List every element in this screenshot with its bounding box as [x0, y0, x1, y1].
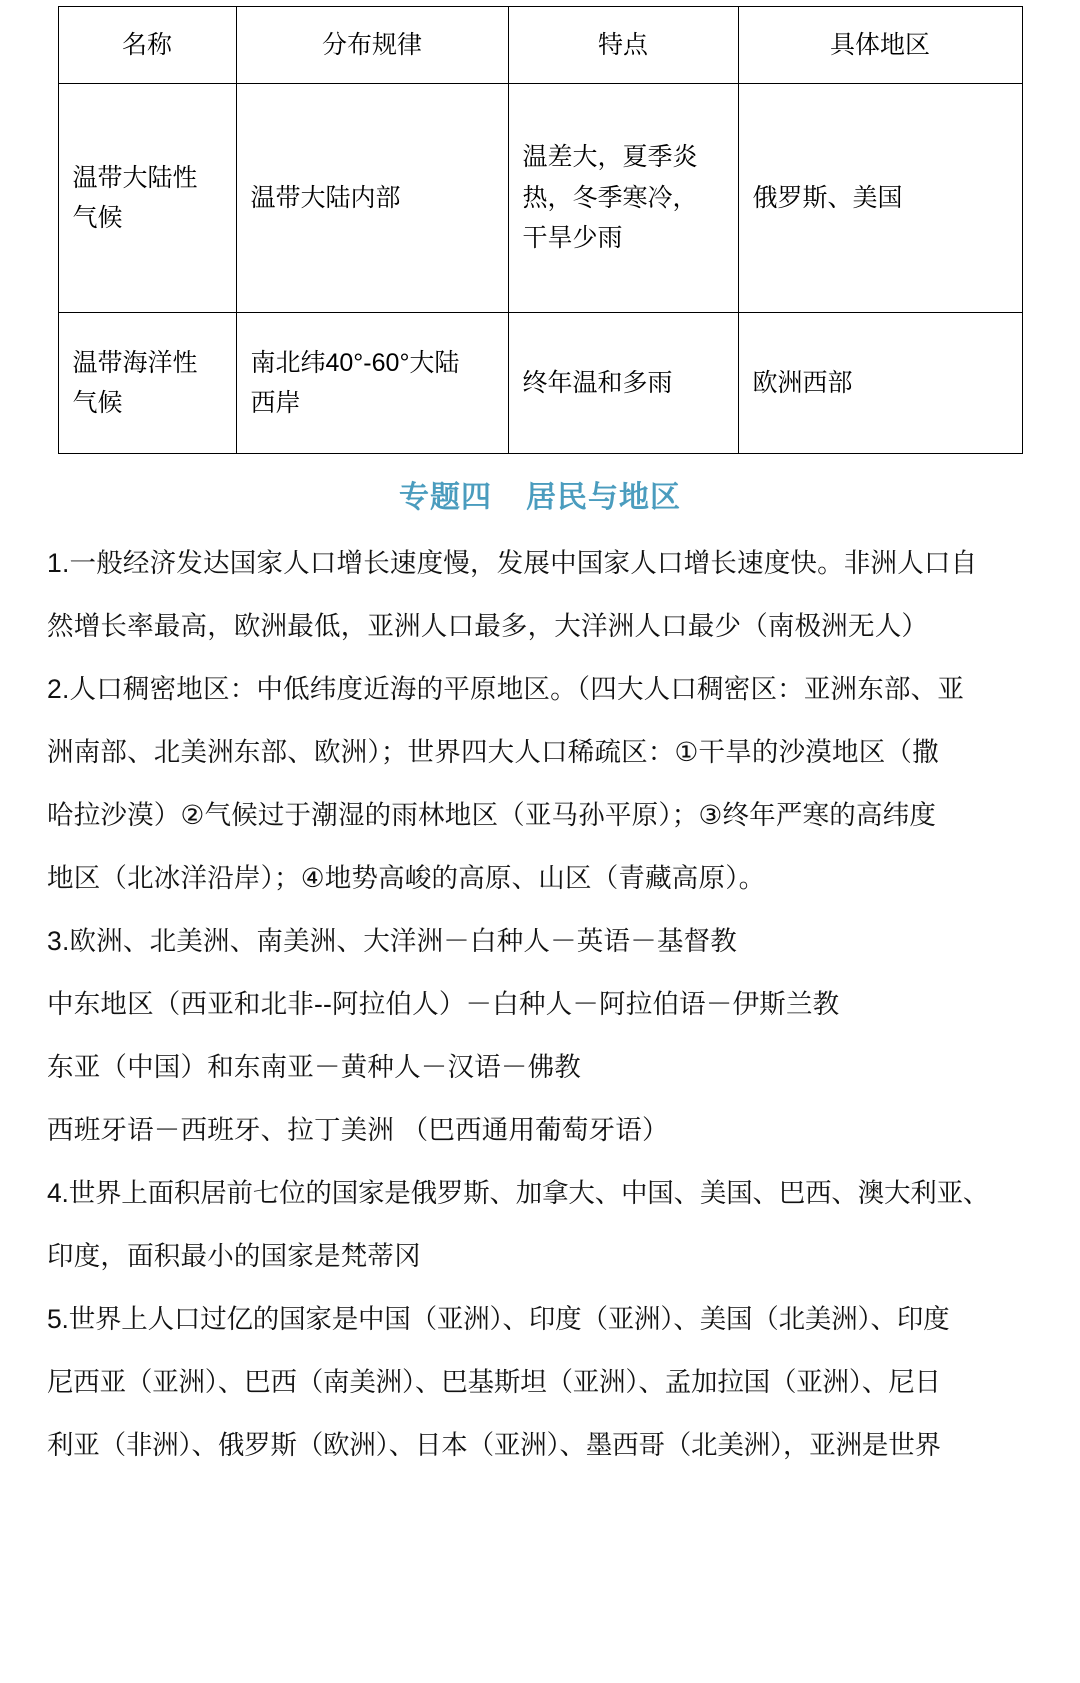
note-line: 2.人口稠密地区：中低纬度近海的平原地区。（四大人口稠密区：亚洲东部、亚: [47, 674, 965, 704]
document-page: [0, 6, 1080, 1683]
cell-distribution: [236, 313, 508, 454]
climate-name-line-1: 温带大陆性: [72, 163, 198, 192]
column-header-name: 名称: [58, 7, 236, 84]
distribution-line-2: 西岸: [250, 389, 301, 417]
cell-feature: [508, 313, 738, 454]
note-line: 东亚（中国）和东南亚－黄种人－汉语－佛教: [47, 1052, 581, 1082]
note-line: 尼西亚（亚洲）、巴西（南美洲）、巴基斯坦（亚洲）、孟加拉国（亚洲）、尼日: [47, 1367, 941, 1397]
table-header: [58, 7, 1022, 84]
climate-name-line-2: 气候: [72, 204, 123, 232]
section-heading-title: 居民与地区: [526, 481, 681, 514]
climate-name-line-1: 温带海洋性: [72, 348, 198, 377]
feature-line-1: 温差大，夏季炎: [522, 143, 698, 172]
section-heading: [18, 472, 1062, 516]
note-line: 洲南部、北美洲东部、欧洲）；世界四大人口稀疏区：①干旱的沙漠地区（撒: [47, 737, 939, 767]
climate-types-table: [58, 6, 1023, 454]
note-line: 利亚（非洲）、俄罗斯（欧洲）、日本（亚洲）、墨西哥（北美洲），亚洲是世界: [47, 1430, 941, 1460]
note-line: 印度，面积最小的国家是梵蒂冈: [47, 1241, 421, 1271]
column-header-feature: 特点: [508, 7, 738, 84]
table-row: [58, 313, 1022, 454]
note-line: 中东地区（西亚和北非--阿拉伯人）－白种人－阿拉伯语－伊斯兰教: [47, 989, 840, 1019]
note-line: 然增长率最高，欧洲最低，亚洲人口最多，大洋洲人口最少（南极洲无人）: [47, 611, 929, 641]
feature-line-3: 干旱少雨: [522, 224, 623, 253]
table-body: [58, 84, 1022, 454]
note-line: 哈拉沙漠）②气候过于潮湿的雨林地区（亚马孙平原）；③终年严寒的高纬度: [47, 800, 937, 830]
cell-region: [738, 84, 1022, 313]
cell-distribution: [236, 84, 508, 313]
cell-feature: [508, 84, 738, 313]
note-line: 地区（北冰洋沿岸）；④地势高峻的高原、山区（青藏高原）。: [47, 863, 766, 893]
section-heading-topic: 专题四: [399, 481, 492, 514]
table-header-row: [58, 7, 1022, 84]
note-line: 3.欧洲、北美洲、南美洲、大洋洲－白种人－英语－基督教: [47, 926, 738, 956]
note-line: 西班牙语－西班牙、拉丁美洲 （巴西通用葡萄牙语）: [47, 1115, 669, 1145]
cell-climate-name: [58, 313, 236, 454]
region-text: 俄罗斯、美国: [752, 183, 903, 212]
feature-line-2: 热，冬季寒冷，: [522, 183, 698, 212]
note-line: 5.世界上人口过亿的国家是中国（亚洲）、印度（亚洲）、美国（北美洲）、印度: [47, 1304, 950, 1334]
column-header-distribution: 分布规律: [236, 7, 508, 84]
table-row: [58, 84, 1022, 313]
column-header-region: 具体地区: [738, 7, 1022, 84]
cell-climate-name: [58, 84, 236, 313]
climate-name-line-2: 气候: [72, 389, 123, 417]
note-line: 1.一般经济发达国家人口增长速度慢，发展中国家人口增长速度快。非洲人口自: [47, 548, 978, 578]
distribution-text: 温带大陆内部: [250, 183, 401, 212]
notes-list: [39, 532, 1041, 1477]
cell-region: [738, 313, 1022, 454]
region-text: 欧洲西部: [752, 368, 853, 397]
distribution-line-1: 南北纬40°-60°大陆: [250, 348, 460, 377]
note-line: 4.世界上面积居前七位的国家是俄罗斯、加拿大、中国、美国、巴西、澳大利亚、: [47, 1178, 990, 1208]
feature-text: 终年温和多雨: [522, 368, 673, 397]
